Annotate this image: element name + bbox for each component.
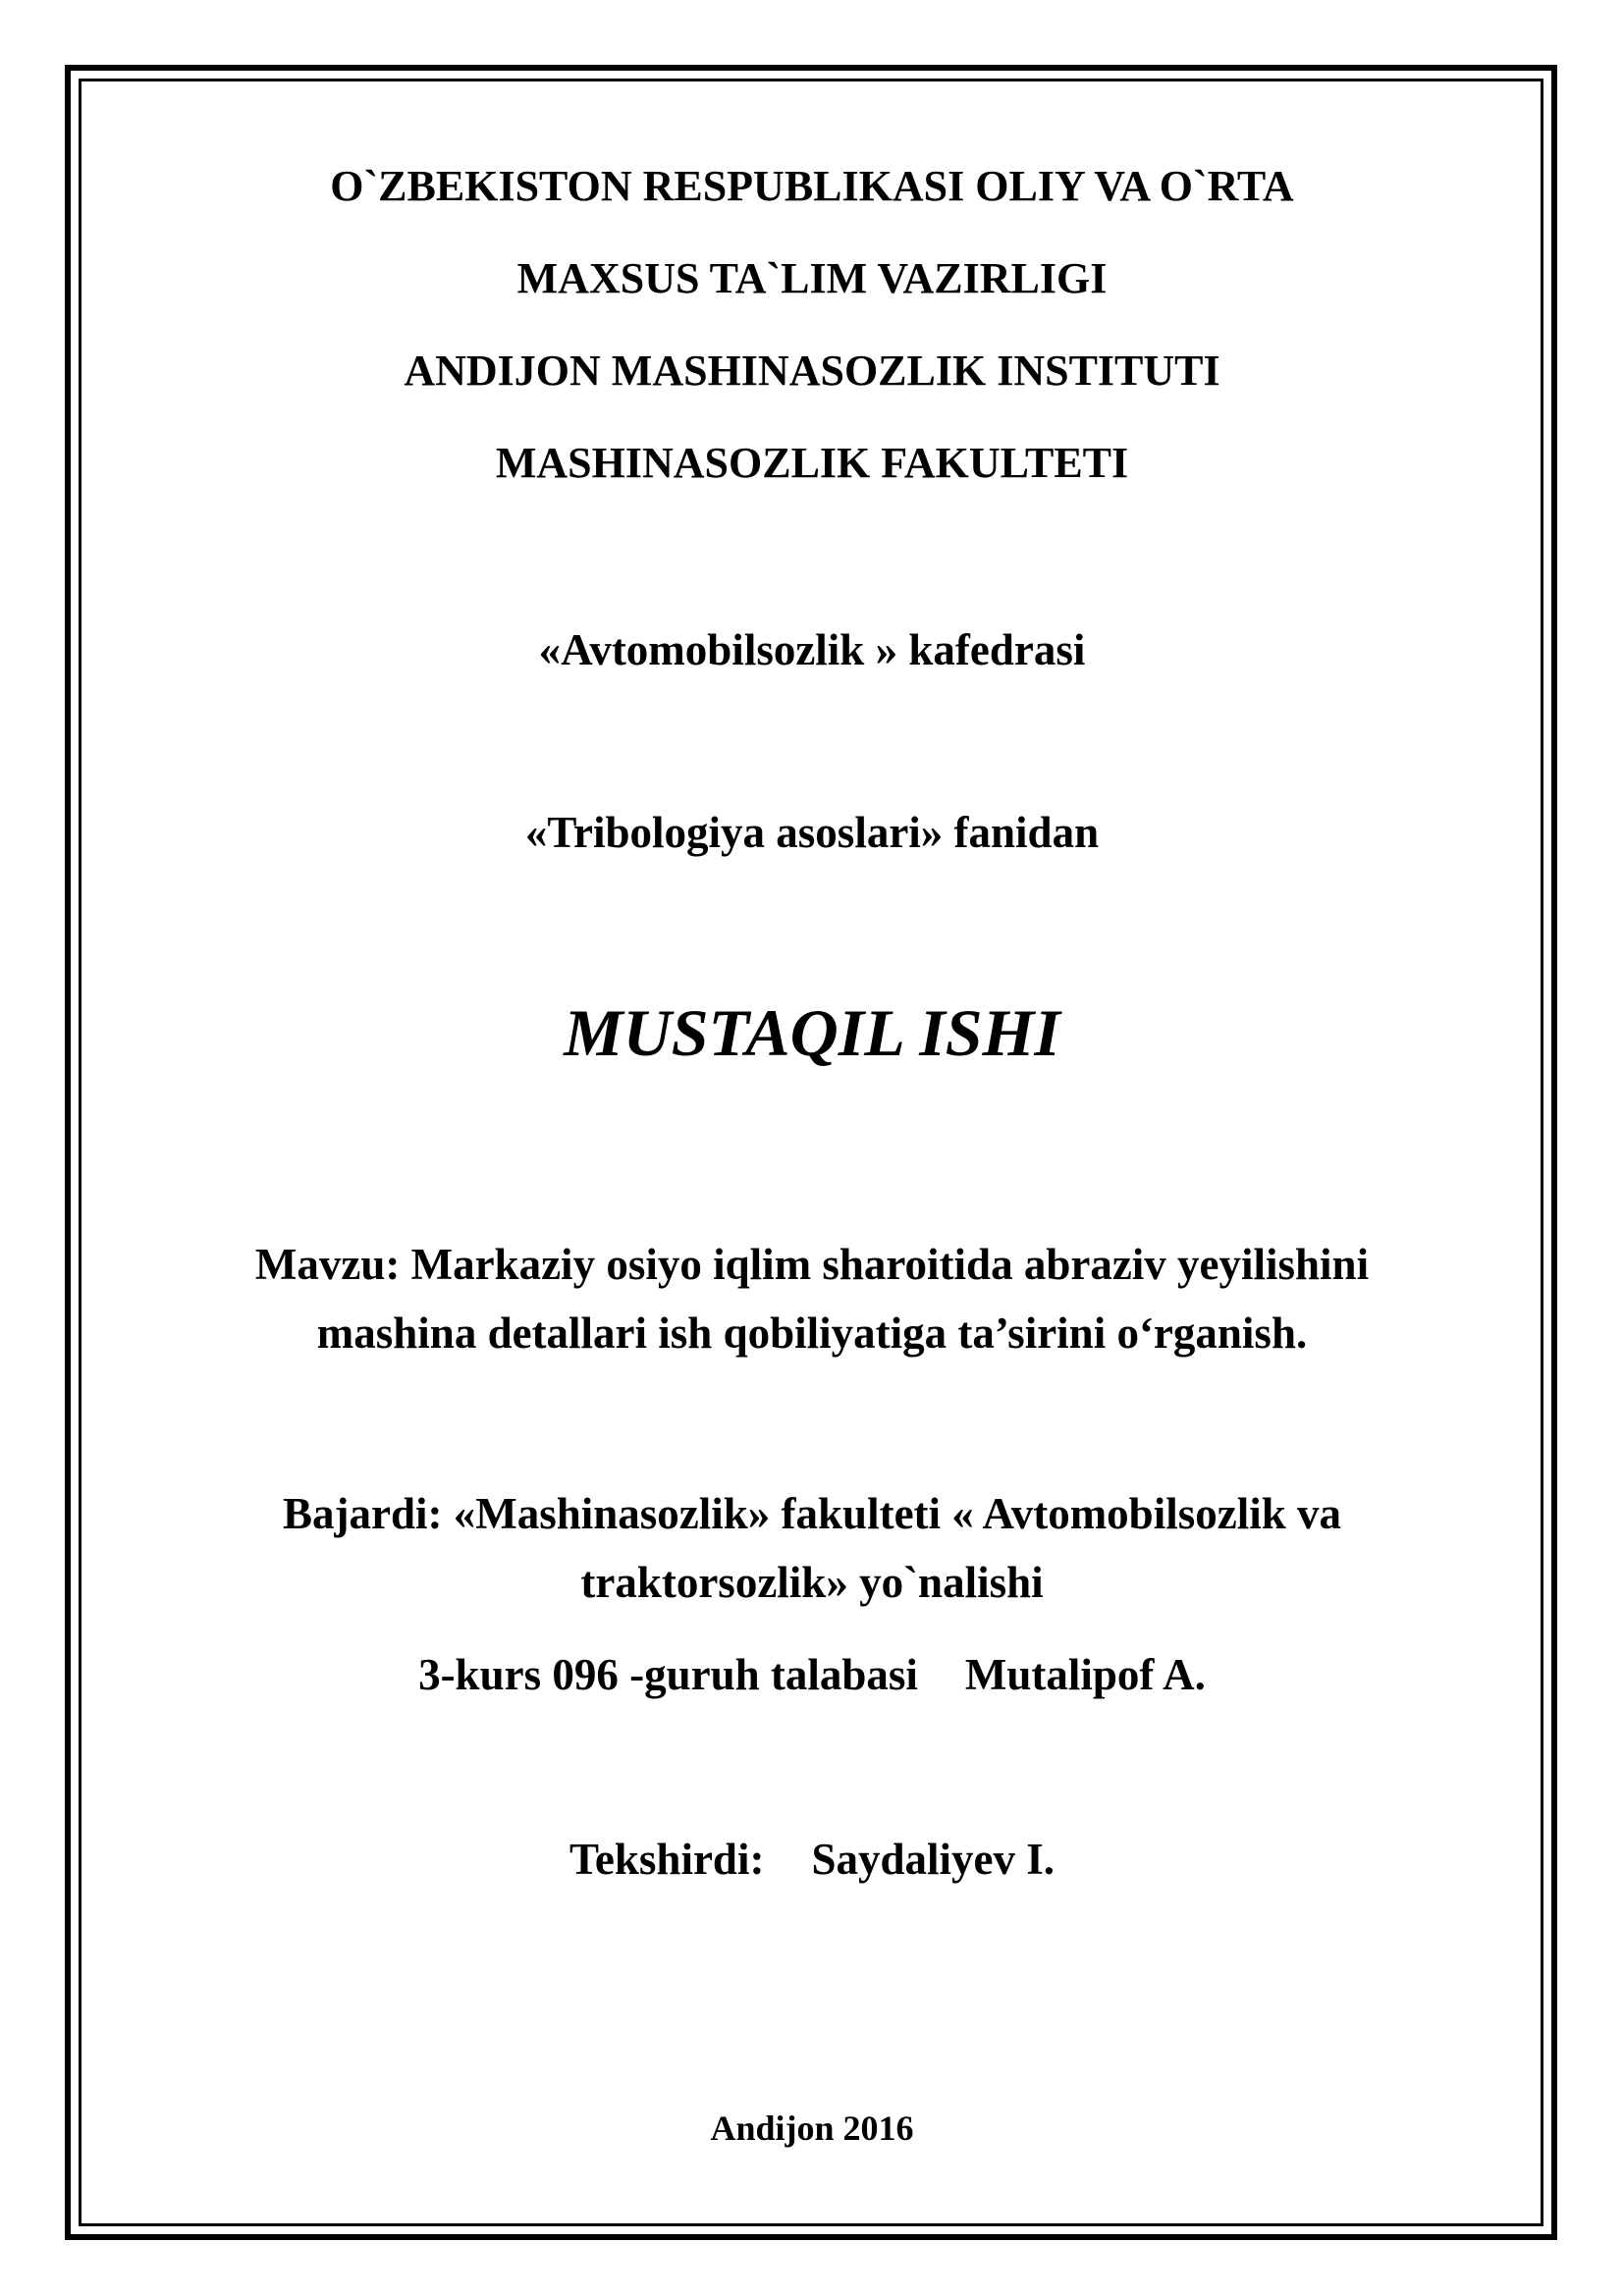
performer-line-1: Bajardi: «Mashinasozlik» fakulteti « Avtomobilsozlik va — [283, 1489, 1341, 1538]
student-name: Mutalipof A. — [964, 1650, 1206, 1699]
reviewer-label: Tekshirdi: — [569, 1835, 765, 1884]
place-and-year: Andijon 2016 — [710, 2109, 914, 2148]
institute-name: ANDIJON MASHINASOZLIK INSTITUTI — [404, 347, 1220, 395]
reviewer-name: Saydaliyev I. — [811, 1835, 1055, 1884]
subject-name: «Tribologiya asoslari» fanidan — [524, 808, 1100, 857]
document-title: MUSTAQIL ISHI — [564, 995, 1060, 1070]
page-border-inner — [79, 79, 1543, 2226]
student-info — [0, 1650, 1624, 1699]
reviewer-info — [0, 1835, 1624, 1884]
performer-line-2: traktorsozlik» yo`nalishi — [580, 1558, 1044, 1607]
topic-line-2: mashina detallari ish qobiliyatiga ta’sirini o‘rganish. — [316, 1308, 1308, 1358]
topic-line-1: Mavzu: Markaziy osiyo iqlim sharoitida abraziv yeyilishini — [254, 1240, 1370, 1289]
department-name: «Avtomobilsozlik » kafedrasi — [538, 625, 1086, 674]
ministry-line-2: MAXSUS TA`LIM VAZIRLIGI — [516, 254, 1108, 302]
student-group: 3-kurs 096 -guruh talabasi — [418, 1650, 918, 1699]
ministry-line-1: O`ZBEKISTON RESPUBLIKASI OLIY VA O`RTA — [330, 162, 1294, 210]
faculty-name: MASHINASOZLIK FAKULTETI — [495, 439, 1129, 487]
